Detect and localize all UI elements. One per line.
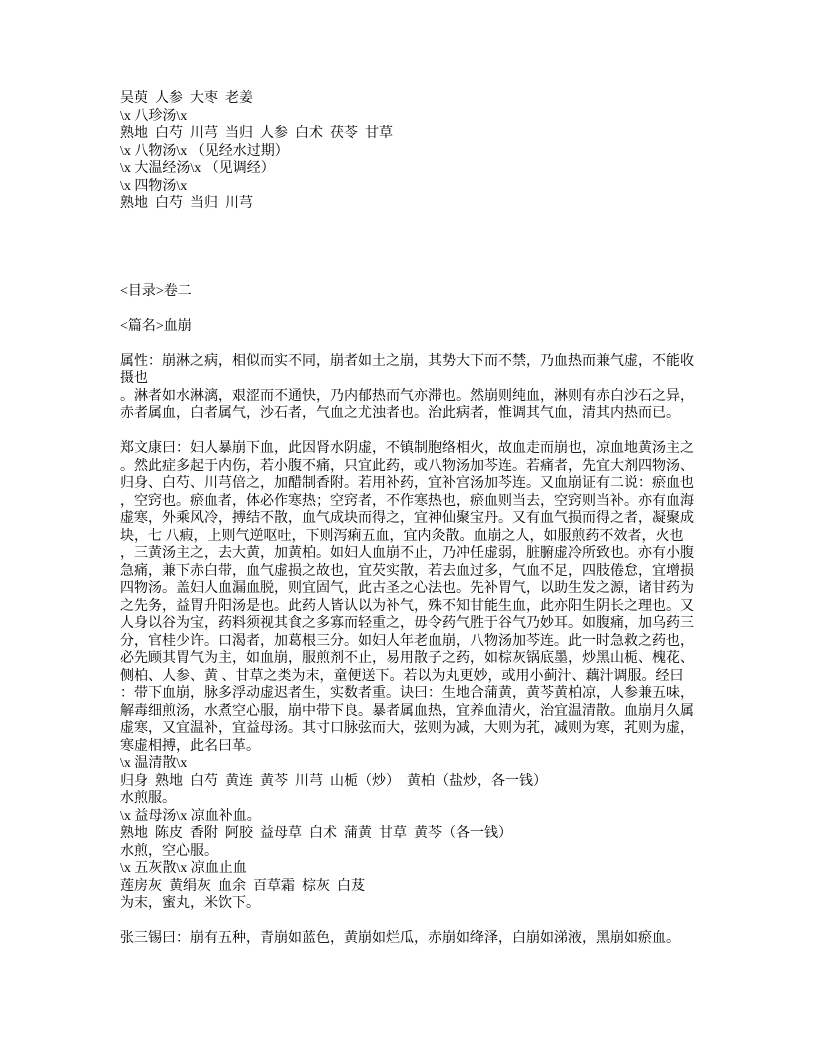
formula-heading: \x 温清散\x — [120, 756, 188, 771]
paragraph: 郑文康曰：妇人暴崩下血，此因肾水阴虚，不镇制胞络相火，故血走而崩也，凉血地黄汤主之。然此症多起于内伤，若小腹不痛，只宜此药，或八物汤加芩连。若痛者，先宜大剂四物汤、归身、白芍、川芎倍之，加醋制香附。若用补药，宜补宫汤加芩连。又血崩证有二说：瘀血也，空窍也。瘀血者，体必作寒热；空窍者，不作寒热也，瘀血则当去，空窍则当补。亦有血海虚寒，外乘风冷，搏结不散，血气成块而得之，宜神仙聚宝丹。又有血气损而得之者，凝聚成块，七 八瘕，上则气逆呕吐，下则泻痢五血，宜内灸散。血崩之人，如服煎药不效者，火也，三黄汤主之，去大黄，加黄柏。如妇人血崩不止，乃冲任虚弱，脏腑虚冷所致也。亦有小腹急痛，兼下赤白带，血气虚损之故也，宜芡实散，若去血过多，气血不足，四肢倦怠，宜增损四物汤。盖妇人血漏血脱，则宜固气，此古圣之心法也。先补胃气，以助生发之源，诸甘药为之先务，益胃升阳汤是也。此药人皆认以为补气，殊不知甘能生血，此亦阳生阴长之理也。又人身以谷为宝，药料须视其食之多寡而轻重之，毋令药气胜于谷气乃妙耳。如腹痛，加乌药三分，官桂少许。口渴者，加葛根三分。如妇人年老血崩，八物汤加芩连。此一时急救之药也，必先顾其胃气为主，如血崩，服煎剂不止，易用散子之药，如棕灰锅底墨，炒黑山栀、槐花、侧柏、人参、黄 、甘草之类为末，童便送下。若以为丸更妙，或用小蓟汁、藕汁调服。经曰：带下血崩，脉多浮动虚迟者生，实数者重。诀曰：生地合蒲黄，黄芩黄柏凉，人参兼五味，解毒细煎汤，水煮空心服，崩中带下良。暴者属血热，宜养血清火，治宜温清散。血崩月久属虚寒，又宜温补，宜益母汤。其寸口脉弦而大，弦则为减，大则为芤，减则为寒，芤则为虚，寒虚相搏，此名曰革。 — [120, 441, 694, 754]
section-title: <篇名>血崩 — [120, 318, 192, 334]
ingredients-line: 熟地 陈皮 香附 阿胶 益母草 白术 蒲黄 甘草 黄芩（各一钱） — [120, 826, 512, 841]
formula-heading: \x 八珍汤\x — [120, 108, 188, 124]
paragraph: 。淋者如水淋漓，艰涩而不通快，乃内郁热而气亦滞也。然崩则纯血，淋则有赤白沙石之异，赤者属血，白者属气，沙石者，气血之尤浊者也。治此病者，惟调其气血，清其内热而已。 — [120, 388, 694, 421]
blank-line — [120, 423, 697, 441]
document-body — [120, 90, 697, 948]
instruction-line: 水煎服。 — [120, 791, 176, 806]
blank-line — [120, 335, 697, 353]
blank-line — [120, 230, 697, 248]
ingredients-line: 吴萸 人参 大枣 老姜 — [120, 91, 253, 106]
paragraph: 属性：崩淋之病，相似而实不同，崩者如土之崩，其势大下而不禁，乃血热而兼气虚，不能收摄也 — [120, 353, 694, 386]
formula-heading: \x 益母汤\x 凉血补血。 — [120, 808, 261, 824]
formula-heading: \x 大温经汤\x （见调经） — [120, 161, 275, 176]
formula-heading: \x 八物汤\x （见经水过期） — [120, 143, 289, 159]
instruction-line: 水煎，空心服。 — [120, 843, 218, 859]
ingredients-line: 熟地 白芍 川芎 当归 人参 白术 茯苓 甘草 — [120, 126, 393, 141]
ingredients-line: 莲房灰 黄绢灰 血余 百草霜 棕灰 白芨 — [120, 878, 365, 894]
toc-heading: <目录>卷二 — [120, 283, 192, 299]
formula-heading: \x 四物汤\x — [120, 178, 188, 194]
formula-heading: \x 五灰散\x 凉血止血 — [120, 861, 247, 876]
blank-line — [120, 913, 697, 931]
ingredients-line: 归身 熟地 白芍 黄连 黄芩 川芎 山栀（炒） 黄柏（盐炒，各一钱） — [120, 773, 547, 789]
blank-line — [120, 265, 697, 283]
blank-line — [120, 300, 697, 318]
ingredients-line: 熟地 白芍 当归 川芎 — [120, 196, 253, 211]
paragraph: 张三锡曰：崩有五种，青崩如蓝色，黄崩如烂瓜，赤崩如绛泽，白崩如涕液，黑崩如瘀血。 — [120, 931, 680, 946]
blank-line — [120, 248, 697, 266]
instruction-line: 为末，蜜丸，米饮下。 — [120, 896, 260, 911]
blank-line — [120, 213, 697, 231]
